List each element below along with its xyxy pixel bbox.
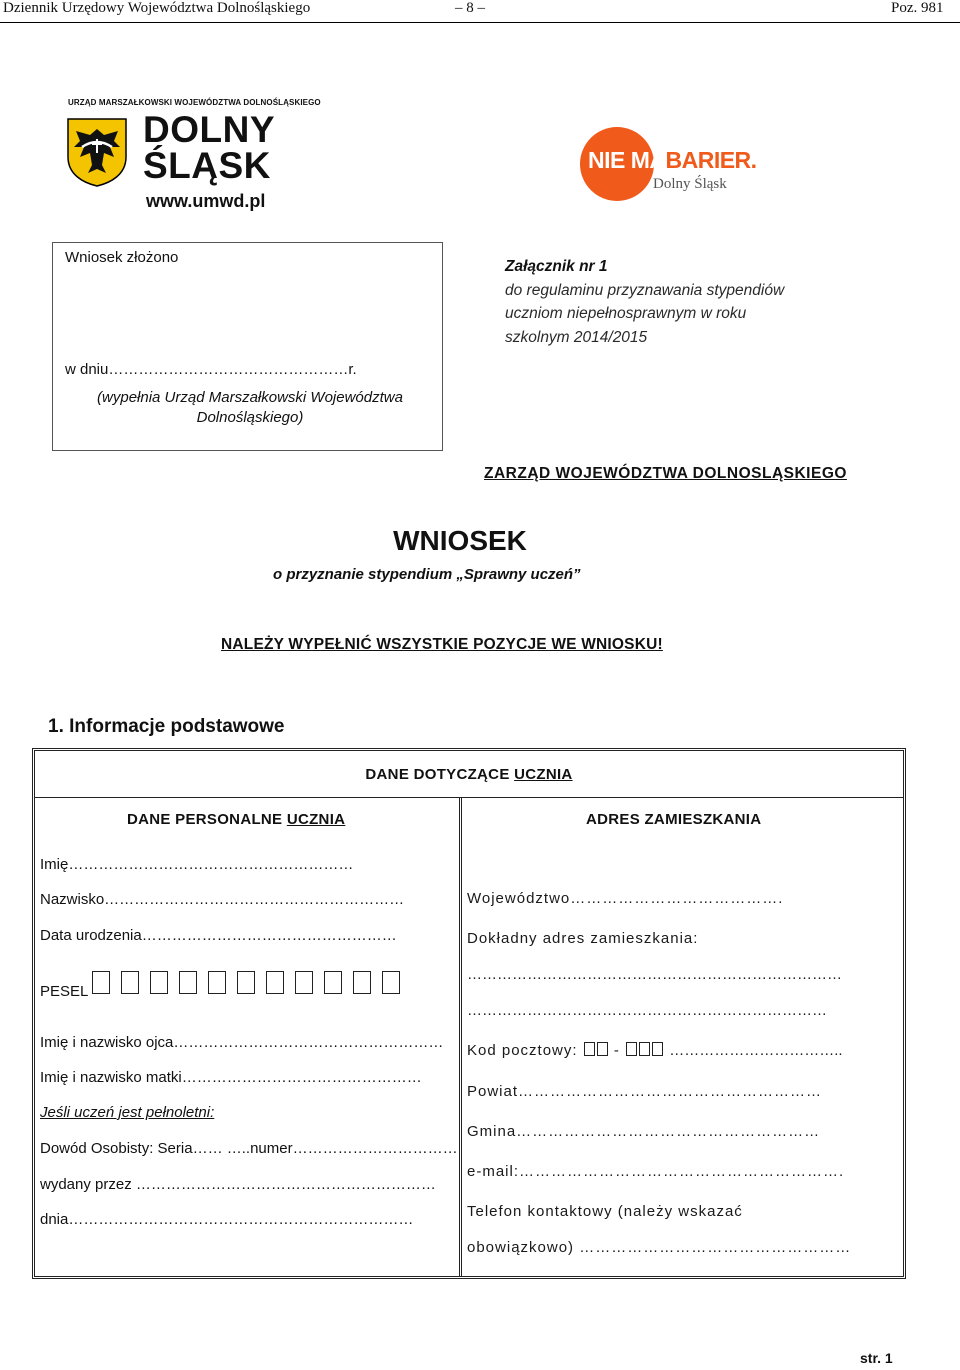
pesel-digit-box[interactable]	[150, 971, 168, 994]
pesel-digit-boxes	[92, 971, 472, 994]
pesel-digit-box[interactable]	[353, 971, 371, 994]
pesel-digit-box[interactable]	[208, 971, 226, 994]
municipality-field[interactable]: Gmina…………………………………………………	[467, 1123, 821, 1140]
journal-title: Dziennik Urzędowy Województwa Dolnośląskiego	[3, 0, 311, 16]
adult-student-label: Jeśli uczeń jest pełnoletni:	[40, 1104, 215, 1121]
mother-name-field[interactable]: Imię i nazwisko matki…………………………………………	[40, 1069, 422, 1086]
father-name-field[interactable]: Imię i nazwisko ojca………………………………………………	[40, 1034, 444, 1051]
table-row-divider	[35, 797, 903, 798]
last-name-field[interactable]: Nazwisko……………………………………………………	[40, 891, 405, 908]
pesel-digit-box[interactable]	[295, 971, 313, 994]
nie-ma-barier-region: Dolny Śląsk	[653, 176, 727, 192]
personal-data-heading: DANE PERSONALNE UCZNIA	[127, 811, 346, 828]
pesel-digit-box[interactable]	[237, 971, 255, 994]
table-header: DANE DOTYCZĄCE UCZNIA	[365, 766, 573, 783]
umwd-url: www.umwd.pl	[146, 191, 266, 211]
filed-date-field[interactable]: w dniu…………………………………………r.	[65, 361, 357, 378]
address-heading: ADRES ZAMIESZKANIA	[586, 811, 762, 828]
table-column-divider	[459, 797, 462, 1276]
address-label: Dokładny adres zamieszkania:	[467, 930, 699, 947]
first-name-field[interactable]: Imię…………………………………………………	[40, 856, 354, 873]
fill-all-notice: NALEŻY WYPEŁNIĆ WSZYSTKIE POZYCJE WE WNIOSKU!	[221, 636, 663, 653]
phone-field[interactable]: obowiązkowo) ……………………………………………	[467, 1239, 852, 1256]
birth-date-field[interactable]: Data urodzenia……………………………………………	[40, 927, 397, 944]
running-header	[0, 0, 960, 23]
pesel-field	[40, 968, 89, 1000]
pesel-label: PESEL	[40, 983, 89, 1000]
pesel-digit-box[interactable]	[121, 971, 139, 994]
postal-digit-box[interactable]	[652, 1042, 663, 1056]
voivodeship-field[interactable]: Województwo………………………………….	[467, 890, 784, 907]
address-line-1[interactable]: …………………………………………………………………	[467, 966, 842, 983]
coat-of-arms-icon	[66, 117, 128, 187]
postal-digit-box[interactable]	[597, 1042, 608, 1056]
issue-date-field[interactable]: dnia……………………………………………………………	[40, 1211, 414, 1228]
filed-box-title: Wniosek złożono	[65, 249, 179, 266]
postal-digit-box[interactable]	[626, 1042, 637, 1056]
page-footer: str. 1	[860, 1350, 893, 1366]
phone-label: Telefon kontaktowy (należy wskazać	[467, 1203, 743, 1220]
position-number: Poz. 981	[891, 0, 944, 16]
pesel-digit-box[interactable]	[92, 971, 110, 994]
attachment-note: Załącznik nr 1 do regulaminu przyznawania stypendiów uczniom niepełnosprawnym w roku szkolnym 2014/2015	[505, 258, 785, 346]
pesel-digit-box[interactable]	[266, 971, 284, 994]
postal-digit-box[interactable]	[639, 1042, 650, 1056]
document-title: WNIOSEK	[393, 525, 527, 556]
section-title: 1. Informacje podstawowe	[48, 716, 285, 737]
postal-digit-box[interactable]	[584, 1042, 595, 1056]
page-number: – 8 –	[455, 0, 485, 16]
county-field[interactable]: Powiat…………………………………………………	[467, 1083, 823, 1100]
nie-ma-barier-logo-text: NIE MABARIER.	[588, 147, 757, 173]
id-card-field[interactable]: Dowód Osobisty: Seria…… …..numer……………………………	[40, 1140, 458, 1157]
board-heading: ZARZĄD WOJEWÓDZTWA DOLNOSLĄSKIEGO	[484, 465, 847, 482]
address-line-2[interactable]: ………………………………………………………………	[467, 1002, 827, 1019]
issued-by-field[interactable]: wydany przez ……………………………………………………	[40, 1176, 436, 1193]
filed-box-note: (wypełnia Urząd Marszałkowski Województwa Dolnośląskiego)	[97, 389, 403, 426]
pesel-digit-box[interactable]	[382, 971, 400, 994]
document-subtitle: o przyznanie stypendium „Sprawny uczeń”	[273, 566, 581, 583]
postal-code-field[interactable]: Kod pocztowy: - ……………………………..	[467, 1042, 843, 1059]
umwd-logo-wordmark: DOLNY ŚLĄSK	[143, 109, 275, 186]
email-field[interactable]: e-mail:…………………………………………………….	[467, 1163, 845, 1180]
pesel-digit-box[interactable]	[179, 971, 197, 994]
pesel-digit-box[interactable]	[324, 971, 342, 994]
umwd-logo-caption: URZĄD MARSZAŁKOWSKI WOJEWÓDZTWA DOLNOŚLĄSKIEGO	[68, 98, 321, 107]
